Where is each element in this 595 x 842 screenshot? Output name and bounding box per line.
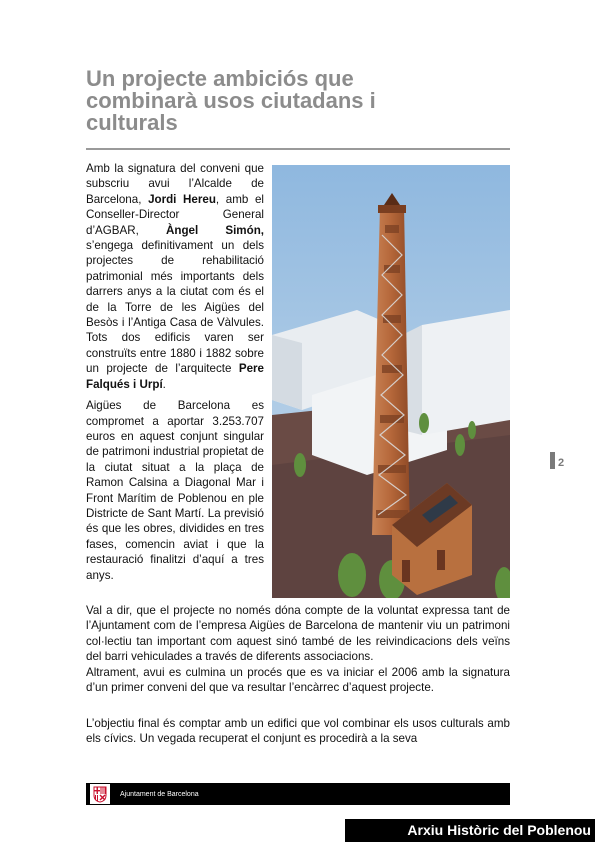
full-width-block-2	[86, 716, 510, 747]
name-angel-simon: Àngel Simón,	[166, 223, 265, 237]
footer-institution-name: Ajuntament de Barcelona	[120, 790, 199, 798]
archive-label-text: Arxiu Històric del Poblenou	[407, 822, 591, 838]
name-jordi-hereu: Jordi Hereu	[148, 192, 216, 206]
paragraph-2: Aigües de Barcelona es compromet a aportar 3.253.707 euros en aquest conjunt singular de patrimoni industrial propietat de la ciutat situat a la plaça de Ramon Calsina a Diagonal Mar i Front Marítim de Poblenou en ple Districte de Sant Martí. La previsió és que les obres, dividides en tres fases, comencin aviat i que la restauració finalitzi d’aquí a tres anys.	[86, 399, 264, 582]
name-pere-falques: Pere Falqués i Urpí	[86, 362, 264, 391]
archive-label	[345, 819, 595, 842]
paragraph-1-text-a: Amb la signatura del conveni que subscriu avui l’Alcalde de Barcelona,	[86, 162, 264, 206]
left-text-column	[86, 161, 264, 589]
footer-bar	[86, 783, 510, 805]
page-title	[86, 68, 506, 134]
paragraph-1	[86, 161, 264, 392]
paragraph-1-text-d: .	[162, 377, 166, 391]
title-line-2: combinarà usos ciutadans i	[86, 88, 376, 113]
page-number	[550, 452, 564, 469]
paragraph-5: L’objectiu final és comptar amb un edifici que vol combinar els usos culturals amb els cívics. Un vegada recuperat el conjunt es procedirà a la seva	[86, 717, 510, 746]
title-divider	[86, 148, 510, 150]
page-number-value: 2	[558, 457, 565, 469]
title-line-3: culturals	[86, 110, 178, 135]
paragraph-3: Val a dir, que el projecte no només dóna compte de la voluntat expressa tant de l’Ajuntament com de l’empresa Aigües de Barcelona de mantenir viu un patrimoni col·lectiu tan important com aquest sinó també de les reivindicacions dels veïns del barri vehiculades a través de diferents associacions.	[86, 604, 510, 664]
paragraph-1-text-c: s’engega definitivament un dels projectes de rehabilitació patrimonial més importants dels darrers anys a la ciutat com és el de la Torre de les Aigües del Besòs i l’Antiga Casa de Vàlvules. Tots dos edificis varen ser construïts entre 1880 i 1882 sobre un projecte de l’arquitecte	[86, 239, 264, 376]
paragraph-4: Altrament, avui es culmina un procés que es va iniciar el 2006 amb la signatura d’un primer conveni del que va resultar l’encàrrec d’aquest projecte.	[86, 665, 510, 695]
barcelona-shield-logo	[90, 784, 110, 804]
paragraph-1-text-b: , amb el Conseller-Director General d’AGBAR,	[86, 192, 264, 237]
tower-rendering-image	[272, 165, 510, 598]
page-number-bar	[550, 452, 555, 469]
full-width-block-1	[86, 603, 510, 695]
title-line-1: Un projecte ambiciós que	[86, 66, 354, 91]
